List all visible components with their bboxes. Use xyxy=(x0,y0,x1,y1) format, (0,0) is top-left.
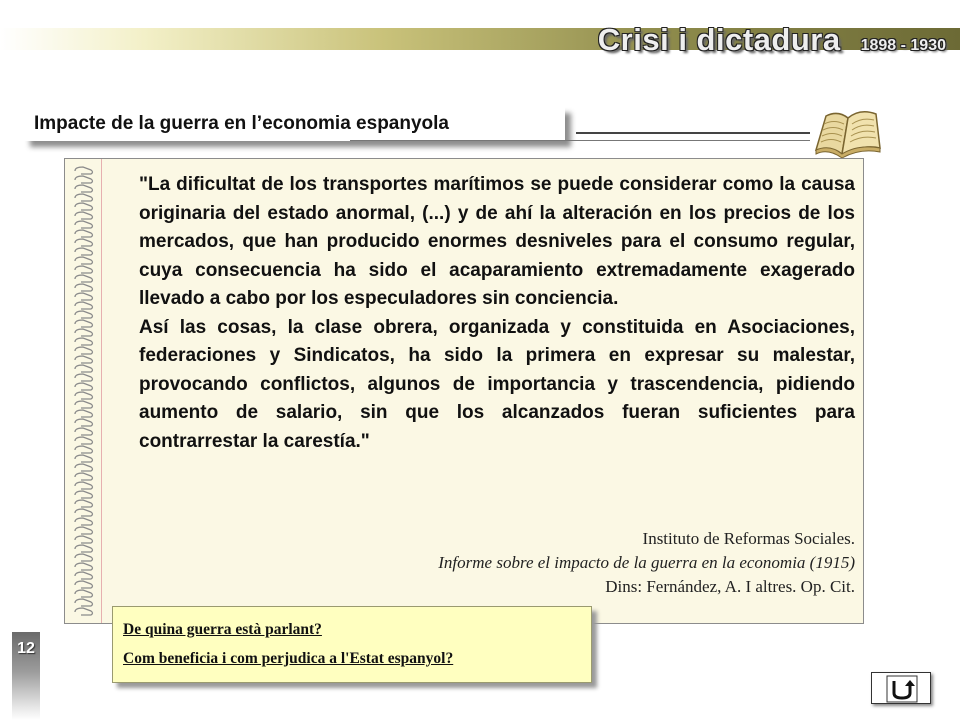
spiral-ring xyxy=(75,410,93,417)
spiral-ring xyxy=(75,239,93,246)
spiral-ring xyxy=(75,320,93,327)
section-heading-text: Impacte de la guerra en l’economia espanyola xyxy=(34,113,449,134)
question-item: De quina guerra està parlant? xyxy=(123,621,322,638)
page-title: Crisi i dictadura xyxy=(597,22,841,57)
spiral-ring xyxy=(75,599,93,606)
source-citation xyxy=(438,527,855,599)
spiral-ring xyxy=(75,428,93,435)
spiral-ring xyxy=(75,347,93,354)
spiral-ring xyxy=(75,365,93,372)
spiral-ring xyxy=(75,338,93,345)
spiral-ring xyxy=(75,266,93,273)
question-item: Com beneficia i com perjudica a l'Estat espanyol? xyxy=(123,650,454,667)
back-button[interactable] xyxy=(871,672,931,704)
spiral-ring xyxy=(75,491,93,498)
spiral-ring xyxy=(75,563,93,570)
spiral-ring xyxy=(75,212,93,219)
questions-box xyxy=(112,606,592,683)
spiral-ring xyxy=(75,473,93,480)
return-arrow-icon xyxy=(872,673,932,705)
spiral-ring xyxy=(75,401,93,408)
spiral-ring xyxy=(75,194,93,201)
spiral-ring xyxy=(75,446,93,453)
spiral-ring xyxy=(75,311,93,318)
spiral-ring xyxy=(75,500,93,507)
spiral-ring xyxy=(75,185,93,192)
header-title-group xyxy=(598,22,946,62)
spiral-ring xyxy=(75,302,93,309)
spiral-ring xyxy=(75,554,93,561)
spiral-ring xyxy=(75,221,93,228)
quote-paragraph: Así las cosas, la clase obrera, organizada y constituida en Asociaciones, federaciones y Sindicatos, ha sido la primera en expresar su malestar, provocando conflictos, algunos de importancia y trascendencia, pidiendo aumento de salario, sin que los alcanzados fueran suficientes para contrarrestar la carestía." xyxy=(139,316,855,452)
spiral-ring xyxy=(75,590,93,597)
spiral-ring xyxy=(75,464,93,471)
spiral-ring xyxy=(75,284,93,291)
spiral-ring xyxy=(75,455,93,462)
spiral-ring xyxy=(75,392,93,399)
source-line: Dins: Fernández, A. I altres. Op. Cit. xyxy=(605,577,855,596)
period-years: 1898 - 1930 xyxy=(860,37,946,54)
spiral-ring xyxy=(75,374,93,381)
spiral-ring xyxy=(75,518,93,525)
spiral-ring xyxy=(75,257,93,264)
spiral-ring xyxy=(75,275,93,282)
spiral-ring xyxy=(75,176,93,183)
spiral-ring xyxy=(75,509,93,516)
section-heading xyxy=(24,107,565,141)
spiral-ring xyxy=(75,293,93,300)
source-line: Informe sobre el impacto de la guerra en la economia (1915) xyxy=(438,553,855,572)
page-number: 12 xyxy=(17,640,35,657)
spiral-ring xyxy=(75,527,93,534)
source-line: Instituto de Reformas Sociales. xyxy=(642,529,855,548)
open-book-icon xyxy=(812,106,884,158)
notebook-spiral-icon xyxy=(73,163,95,619)
spiral-ring xyxy=(75,482,93,489)
spiral-ring xyxy=(75,536,93,543)
quote-panel xyxy=(64,158,864,624)
spiral-ring xyxy=(75,608,93,615)
spiral-ring xyxy=(75,203,93,210)
spiral-ring xyxy=(75,356,93,363)
spiral-ring xyxy=(75,545,93,552)
spiral-ring xyxy=(75,167,93,174)
spiral-ring xyxy=(75,437,93,444)
spiral-ring xyxy=(75,572,93,579)
heading-divider xyxy=(576,132,810,134)
historical-quote xyxy=(139,171,855,456)
spiral-ring xyxy=(75,329,93,336)
spiral-ring xyxy=(75,248,93,255)
spiral-ring xyxy=(75,581,93,588)
spiral-ring xyxy=(75,230,93,237)
quote-paragraph: "La dificultat de los transportes marítimos se puede considerar como la causa originaria del estado anormal, (...) y de ahí la alteración en los precios de los mercados, que han producido enormes desniveles para el consumo regular, cuya consecuencia ha sido el acaparamiento extremadamente exagerado llevado a cabo por los especuladores sin conciencia. xyxy=(139,174,855,309)
heading-divider-shadow xyxy=(350,140,810,141)
notebook-margin-line xyxy=(101,159,102,623)
spiral-ring xyxy=(75,383,93,390)
spiral-ring xyxy=(75,419,93,426)
